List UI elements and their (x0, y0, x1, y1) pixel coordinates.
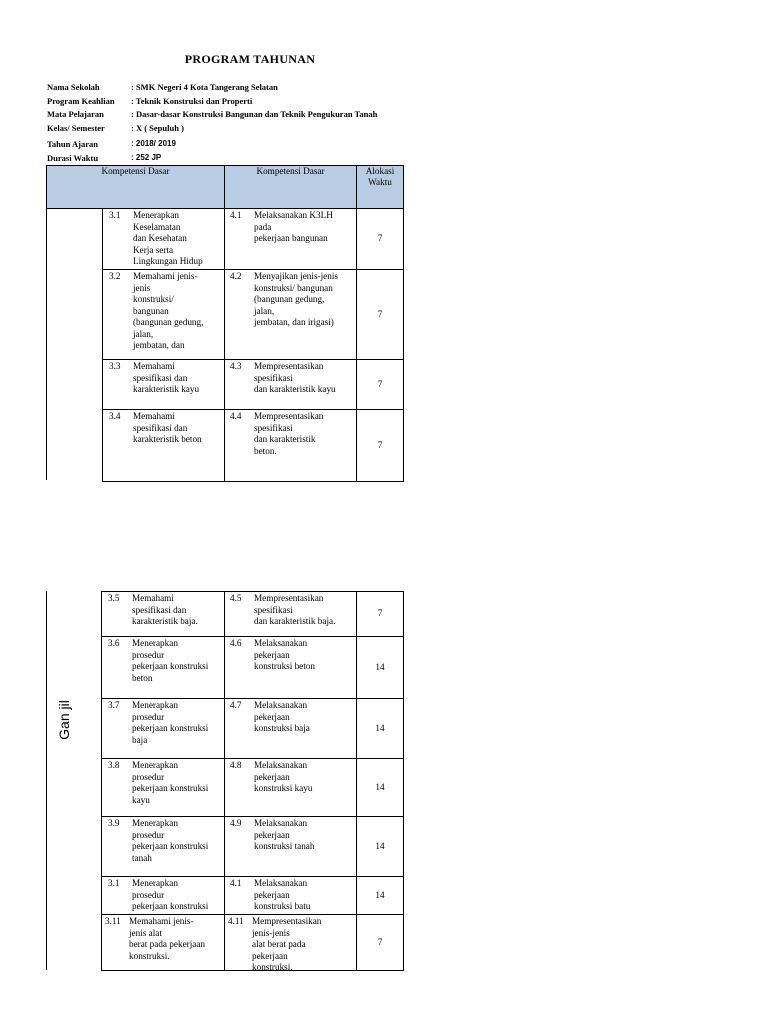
kd-text: Menerapkan prosedur pekerjaan konstruksi beton (132, 638, 209, 683)
kd-cell (225, 410, 357, 482)
blank-cell (47, 270, 103, 360)
alokasi-cell: 14 (357, 637, 404, 699)
header-alokasi (357, 166, 404, 209)
identity-label: Tahun Ajaran (47, 139, 98, 149)
kd-text: Menerapkan prosedur pekerjaan konstruksi baja (132, 700, 209, 745)
identity-value: : Dasar-dasar Konstruksi Bangunan dan Teknik Pengukuran Tanah (131, 109, 378, 119)
identity-value: : Teknik Konstruksi dan Properti (131, 96, 253, 106)
kd-number: 4.4 (230, 411, 242, 421)
kd-text: Memahami spesifikasi dan karakteristik kayu (133, 361, 200, 394)
kd-number: 4.9 (230, 818, 242, 828)
kd-number: 3.5 (108, 593, 120, 603)
kd-text: Mempresentasikan spesifikasi dan karakteristik kayu (254, 361, 336, 394)
kd-number: 4.5 (230, 593, 242, 603)
kd-text: Menerapkan Keselamatan dan Kesehatan Kerja serta Lingkungan Hidup (133, 210, 203, 266)
header-kd-right-label: Kompetensi Dasar (256, 166, 325, 176)
table-row (47, 270, 404, 360)
header-kd-left-label: Kompetensi Dasar (101, 166, 170, 176)
kd-number: 3.7 (108, 700, 120, 710)
kd-number: 3.2 (109, 271, 121, 281)
kd-number: 4.11 (228, 916, 244, 926)
kd-cell (102, 592, 225, 637)
kd-cell (102, 637, 225, 699)
kd-text: Menerapkan prosedur pekerjaan konstruksi (132, 878, 209, 911)
kd-cell (103, 270, 225, 360)
table-row (102, 637, 404, 699)
kd-number: 4.8 (230, 760, 242, 770)
kd-number: 3.11 (105, 916, 121, 926)
kd-cell (102, 699, 225, 759)
header-kd-left (47, 166, 225, 209)
header-kd-right (225, 166, 357, 209)
kd-text: Memahami jenis- jenis alat berat pada pekerjaan konstruksi. (129, 916, 206, 961)
table-row (102, 915, 404, 971)
alokasi-cell: 14 (357, 877, 404, 915)
kd-text: Melaksanakan pekerjaan konstruksi beton (254, 638, 315, 671)
table-row (102, 817, 404, 877)
table-row (102, 592, 404, 637)
identity-value: : X ( Sepuluh ) (131, 123, 184, 133)
kd-number: 3.3 (109, 361, 121, 371)
kd-cell (103, 209, 225, 270)
table-row (102, 699, 404, 759)
alokasi-cell: 7 (357, 270, 404, 360)
kd-number: 3.9 (108, 818, 120, 828)
kd-text: Melaksanakan pekerjaan konstruksi kayu (254, 760, 313, 793)
kd-text: Melaksanakan pekerjaan konstruksi tanah (254, 818, 315, 851)
identity-label: Nama Sekolah (47, 82, 100, 92)
identity-label: Program Keahlian (47, 96, 115, 106)
table-row (47, 209, 404, 270)
kd-number: 3.8 (108, 760, 120, 770)
kd-cell (102, 759, 225, 817)
kd-number: 3.1 (109, 210, 121, 220)
kd-cell (225, 270, 357, 360)
kd-cell (103, 410, 225, 482)
kd-text: Melaksanakan pekerjaan konstruksi batu (254, 878, 311, 911)
kd-cell (102, 915, 225, 971)
table-row (47, 360, 404, 410)
kd-cell (225, 637, 357, 699)
kd-text: Mempresentasikan spesifikasi dan karakteristik baja. (254, 593, 336, 626)
kd-text: Mempresentasikan spesifikasi dan karakteristik beton. (254, 411, 324, 456)
kd-cell (103, 360, 225, 410)
document-title: PROGRAM TAHUNAN (184, 52, 316, 66)
kd-cell (102, 877, 225, 915)
kd-number: 4.6 (230, 638, 242, 648)
alokasi-cell: 14 (357, 817, 404, 877)
table-row (102, 759, 404, 817)
kd-number: 4.7 (230, 700, 242, 710)
semester-label: Gan jil (56, 700, 72, 740)
kd-text: Memahami jenis- jenis konstruksi/ bangunan (bangunan gedung, jalan, jembatan, dan (133, 271, 204, 350)
blank-cell (47, 410, 103, 482)
kd-cell (225, 209, 357, 270)
kd-text: Menerapkan prosedur pekerjaan konstruksi tanah (132, 818, 209, 863)
kd-text: Memahami spesifikasi dan karakteristik baja. (132, 593, 198, 626)
left-border-page2 (46, 591, 47, 970)
kd-cell (225, 817, 357, 877)
kd-number: 4.3 (230, 361, 242, 371)
kd-cell (225, 699, 357, 759)
kd-table-page1 (46, 165, 404, 482)
kd-number: 4.1 (230, 210, 242, 220)
kd-table-page2 (101, 591, 404, 971)
kd-text: Melaksanakan pekerjaan konstruksi baja (254, 700, 310, 733)
alokasi-cell: 7 (357, 915, 404, 971)
kd-text: Melaksanakan K3LH pada pekerjaan bangunan (254, 210, 333, 243)
blank-cell (47, 360, 103, 410)
alokasi-cell: 14 (357, 699, 404, 759)
kd-number: 3.1 (108, 878, 120, 888)
kd-text: Menyajikan jenis-jenis konstruksi/ bangunan (bangunan gedung, jalan, jembatan, dan irigasi) (254, 271, 338, 327)
kd-cell (225, 360, 357, 410)
table-row (47, 410, 404, 482)
identity-value: : SMK Negeri 4 Kota Tangerang Selatan (131, 82, 278, 92)
identity-label: Mata Pelajaran (47, 109, 104, 119)
alokasi-cell: 7 (357, 592, 404, 637)
blank-cell (47, 209, 103, 270)
identity-label: Kelas/ Semester (47, 123, 105, 133)
kd-number: 3.4 (109, 411, 121, 421)
table-row (102, 877, 404, 915)
identity-value: : 252 JP (131, 153, 162, 162)
kd-cell (225, 759, 357, 817)
kd-number: 4.1 (230, 878, 242, 888)
alokasi-cell: 7 (357, 410, 404, 482)
kd-text: Memahami spesifikasi dan karakteristik beton (133, 411, 202, 444)
alokasi-cell: 7 (357, 209, 404, 270)
alokasi-cell: 7 (357, 360, 404, 410)
kd-cell (225, 915, 357, 971)
kd-text: Mempresentasikan jenis-jenis alat berat pada pekerjaan konstruksi. (252, 916, 322, 970)
kd-cell (225, 592, 357, 637)
kd-number: 3.6 (108, 638, 120, 648)
identity-label: Durasi Waktu (47, 153, 99, 163)
identity-value: : 2018/ 2019 (131, 139, 176, 148)
kd-cell (225, 877, 357, 915)
kd-number: 4.2 (230, 271, 242, 281)
kd-cell (102, 817, 225, 877)
header-alokasi-label: Alokasi Waktu (365, 166, 395, 187)
alokasi-cell: 14 (357, 759, 404, 817)
kd-text: Menerapkan prosedur pekerjaan konstruksi kayu (132, 760, 209, 805)
